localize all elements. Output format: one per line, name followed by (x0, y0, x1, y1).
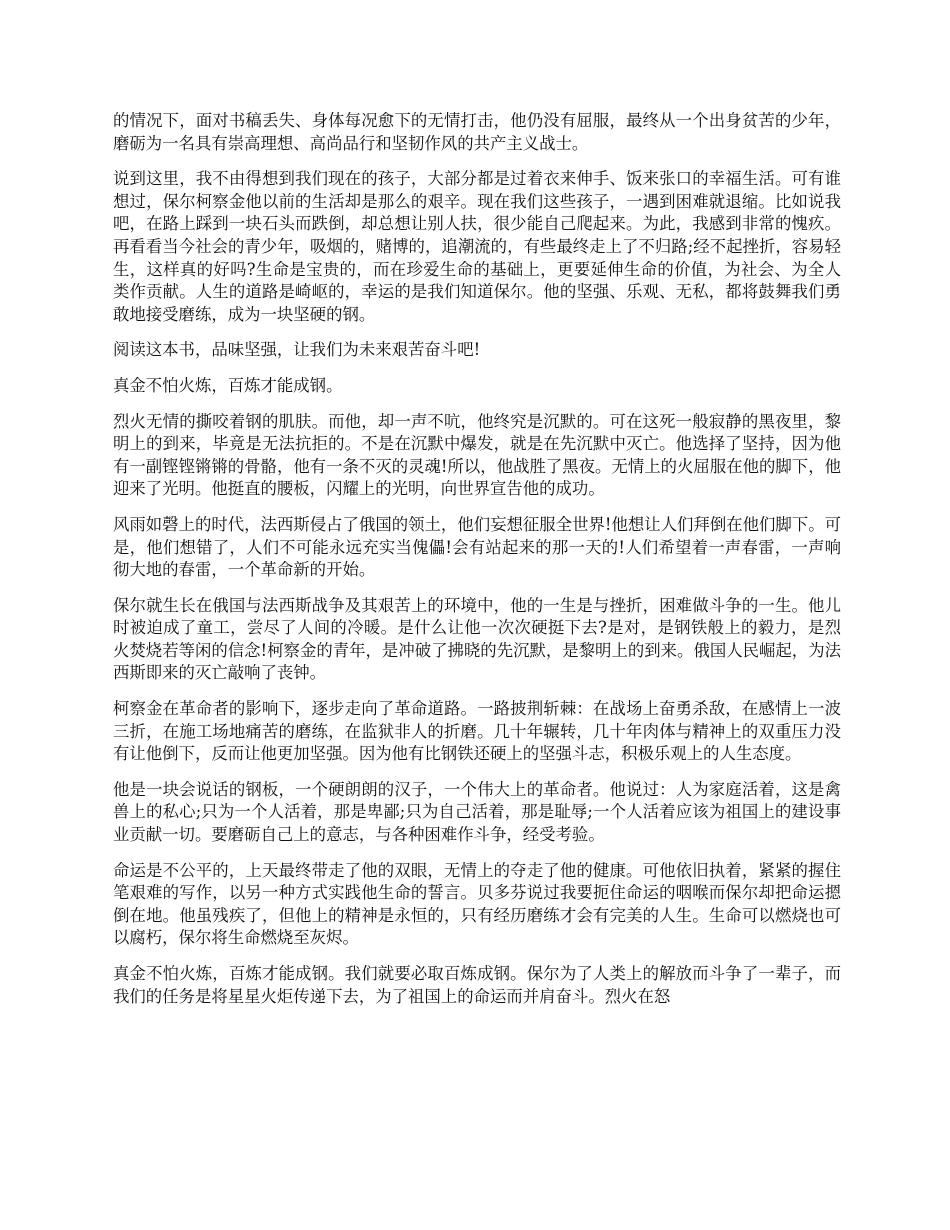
paragraph-7: 保尔就生长在俄国与法西斯战争及其艰苦上的环境中，他的一生是与挫折，困难做斗争的一生。他儿时被迫成了童工，尝尽了人间的冷暖。是什么让他一次次硬挺下去?是对，是钢铁般上的毅力，是烈火焚烧若等闲的信念!柯察金的青年，是冲破了拂晓的先沉默，是黎明上的到来。俄国人民崛起，为法西斯即来的灭亡敲响了丧钟。 (113, 595, 841, 683)
paragraph-5: 烈火无情的撕咬着钢的肌肤。而他，却一声不吭，他终究是沉默的。可在这死一般寂静的黑夜里，黎明上的到来，毕竟是无法抗拒的。不是在沉默中爆发，就是在先沉默中灭亡。他选择了坚持，因为他有一副铿铿锵锵的骨骼，他有一条不灭的灵魂!所以，他战胜了黑夜。无情上的火屈服在他的脚下，他迎来了光明。他挺直的腰板，闪耀上的光明，向世界宣告他的成功。 (113, 411, 841, 499)
paragraph-1: 的情况下，面对书稿丢失、身体每况愈下的无情打击，他仍没有屈服，最终从一个出身贫苦的少年，磨砺为一名具有崇高理想、高尚品行和坚韧作风的共产主义战士。 (113, 111, 841, 153)
paragraph-4: 真金不怕火炼，百炼才能成钢。 (113, 375, 343, 395)
paragraph-3: 阅读这本书，品味坚强，让我们为未来艰苦奋斗吧! (113, 340, 481, 360)
paragraph-6: 风雨如磬上的时代，法西斯侵占了俄国的领土，他们妄想征服全世界!他想让人们拜倒在他们脚下。可是，他们想错了，人们不可能永远充实当傀儡!会有站起来的那一天的!人们希望着一声春雷，一声响彻大地的春雷，一个革命新的开始。 (113, 514, 841, 580)
paragraph-8: 柯察金在革命者的影响下，逐步走向了革命道路。一路披荆斩棘：在战场上奋勇杀敌，在感情上一波三折，在施工场地痛苦的磨练，在监狱非人的折磨。几十年辗转，几十年肉体与精神上的双重压力没有让他倒下，反而让他更加坚强。因为他有比钢铁还硬上的坚强斗志，积极乐观上的人生态度。 (113, 699, 841, 764)
paragraph-9: 他是一块会说话的钢板，一个硬朗朗的汉子，一个伟大上的革命者。他说过：人为家庭活着，这是禽兽上的私心;只为一个人活着，那是卑鄙;只为自己活着，那是耻辱;一个人活着应该为祖国上的建设事业贡献一切。要磨砺自己上的意志，与各种困难作斗争，经受考验。 (113, 779, 841, 845)
paragraph-2: 说到这里，我不由得想到我们现在的孩子，大部分都是过着衣来伸手、饭来张口的幸福生活。可有谁想过，保尔柯察金他以前的生活却是那么的艰辛。现在我们这些孩子，一遇到困难就退缩。比如说我吧，在路上踩到一块石头而跌倒，却总想让别人扶，很少能自己爬起来。为此，我感到非常的愧疚。再看看当今社会的青少年，吸烟的，赌博的，追潮流的，有些最终走上了不归路;经不起挫折，容易轻生，这样真的好吗?生命是宝贵的，而在珍爱生命的基础上，更要延伸生命的价值，为社会、为全人类作贡献。人生的道路是崎岖的，幸运的是我们知道保尔。他的坚强、乐观、无私，都将鼓舞我们勇敢地接受磨练，成为一块坚硬的钢。 (113, 169, 841, 324)
paragraph-10: 命运是不公平的，上天最终带走了他的双眼，无情上的夺走了他的健康。可他依旧执着，紧紧的握住笔艰难的写作，以另一种方式实践他生命的誓言。贝多芬说过我要扼住命运的咽喉而保尔却把命运摁倒在地。他虽残疾了，但他上的精神是永恒的，只有经历磨练才会有完美的人生。生命可以燃烧也可以腐朽，保尔将生命燃烧至灰烬。 (113, 860, 841, 948)
paragraph-11: 真金不怕火炼，百炼才能成钢。我们就要必取百炼成钢。保尔为了人类上的解放而斗争了一辈子，而我们的任务是将星星火炬传递下去，为了祖国上的命运而并肩奋斗。烈火在怒 (113, 964, 841, 1006)
document-body (113, 110, 841, 1021)
